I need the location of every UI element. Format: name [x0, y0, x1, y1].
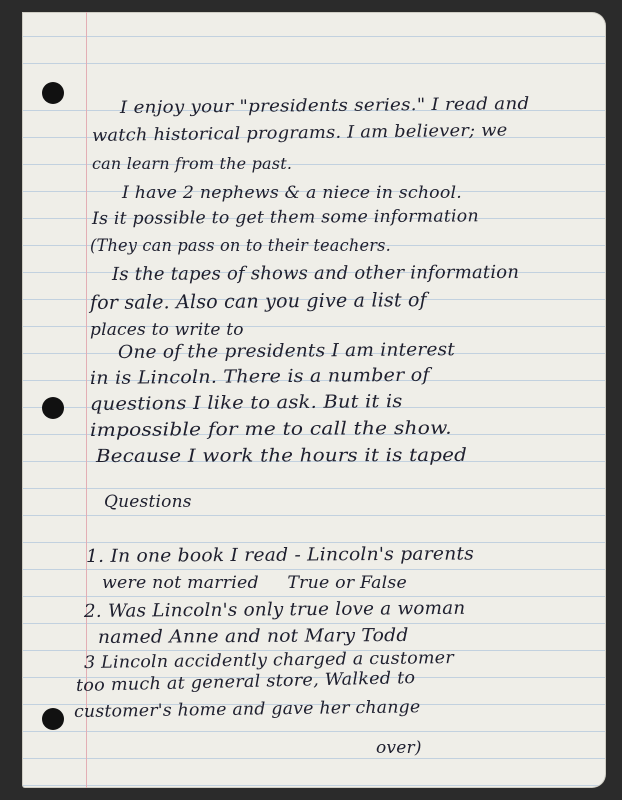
punch-hole	[42, 82, 64, 104]
question-line: customer's home and gave her change	[73, 697, 421, 722]
letter-line: for sale. Also can you give a list of	[89, 289, 427, 314]
letter-line: impossible for me to call the show.	[89, 417, 452, 441]
letter-line: Because I work the hours it is taped	[95, 444, 468, 467]
question-line: 1. In one book I read - Lincoln's parents	[85, 543, 475, 567]
notebook-page	[22, 12, 606, 788]
letter-line: questions I like to ask. But it is	[89, 390, 403, 415]
over-note: over)	[376, 738, 422, 758]
question-line: named Anne and not Mary Todd	[97, 624, 409, 648]
questions-heading: Questions	[104, 492, 192, 512]
letter-line: One of the presidents I am interest	[117, 339, 456, 363]
question-line: 2. Was Lincoln's only true love a woman	[83, 597, 466, 622]
letter-line: (They can pass on to their teachers.	[90, 236, 391, 256]
letter-line: can learn from the past.	[92, 154, 293, 173]
punch-hole	[42, 397, 64, 419]
question-line: too much at general store, Walked to	[75, 668, 416, 696]
punch-hole	[42, 708, 64, 730]
letter-line: in is Lincoln. There is a number of	[89, 364, 430, 389]
letter-line: Is it possible to get them some information	[91, 206, 479, 229]
letter-line: watch historical programs. I am believer; we	[91, 120, 508, 146]
letter-line: I enjoy your "presidents series." I read and	[119, 94, 530, 118]
question-line: were not married True or False	[102, 573, 407, 593]
letter-line: I have 2 nephews & a niece in school.	[122, 183, 462, 203]
letter-line: places to write to	[90, 320, 244, 340]
letter-line: Is the tapes of shows and other information	[111, 261, 520, 285]
question-line: 3 Lincoln accidently charged a customer	[83, 647, 454, 673]
